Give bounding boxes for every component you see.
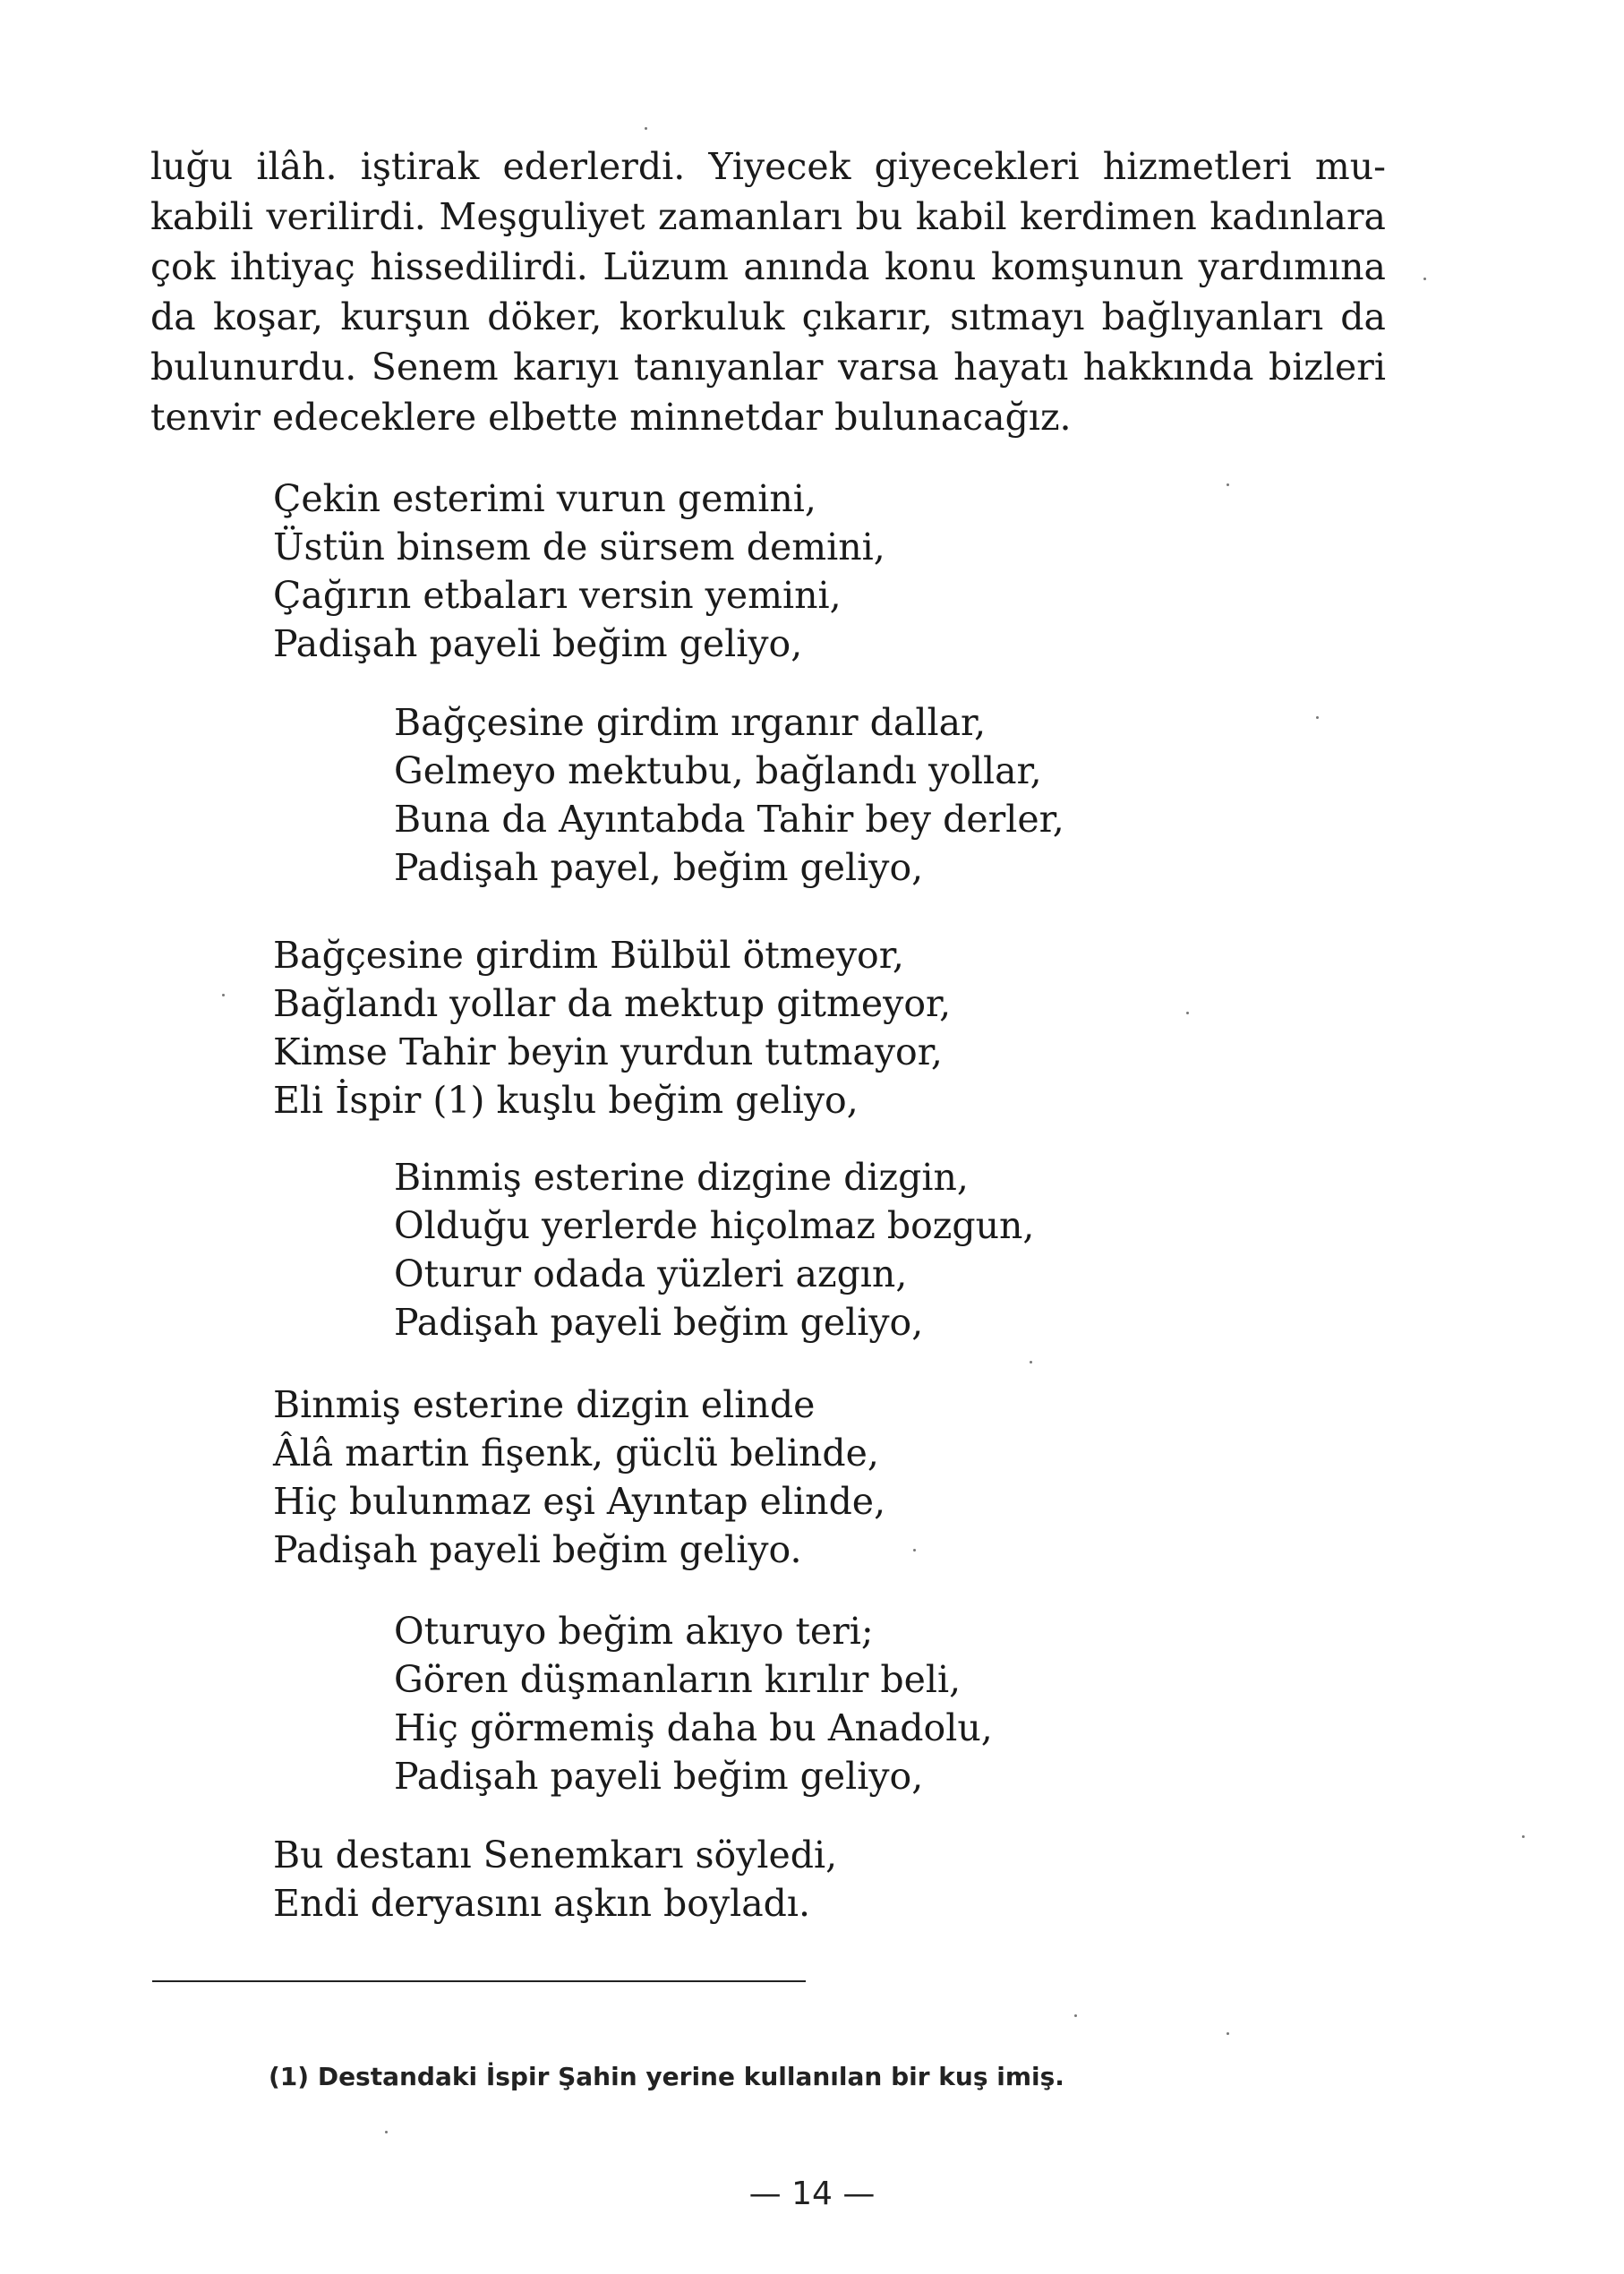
verse-line: Padişah payeli beğim geliyo. <box>273 1528 802 1571</box>
paragraph-line: kabili verilirdi. Meşguliyet zamanları bu kabil kerdimen kadınlara <box>150 195 1386 238</box>
verse-line: Gelmeyo mektubu, bağlandı yollar, <box>394 749 1042 792</box>
intro-paragraph <box>150 141 1386 442</box>
footnote-divider <box>152 1980 806 1982</box>
scan-speck <box>1423 278 1426 280</box>
paragraph-line: bulunurdu. Senem karıyı tanıyanlar varsa hayatı hakkında bizleri <box>150 346 1386 389</box>
verse-line: Üstün binsem de sürsem demini, <box>273 526 885 568</box>
scan-speck <box>1186 1012 1189 1014</box>
verse-line: Oturuyo beğim akıyo teri; <box>394 1610 874 1653</box>
verse-line: Olduğu yerlerde hiçolmaz bozgun, <box>394 1204 1035 1247</box>
verse-line: Bağlandı yollar da mektup gitmeyor, <box>273 982 952 1025</box>
verse-line: Gören düşmanların kırılır beli, <box>394 1658 962 1701</box>
verse-line: Padişah payeli beğim geliyo, <box>394 1301 924 1344</box>
scan-speck <box>385 2131 388 2133</box>
verse-line: Hiç bulunmaz eşi Ayıntap elinde, <box>273 1480 886 1523</box>
scan-speck <box>222 994 225 996</box>
verse-line: Buna da Ayıntabda Tahir bey derler, <box>394 798 1064 841</box>
verse-line: Padişah payeli beğim geliyo, <box>394 1755 924 1798</box>
scan-speck <box>1030 1361 1032 1364</box>
verse-line: Padişah payeli beğim geliyo, <box>273 622 803 665</box>
verse-line: Eli İspir (1) kuşlu beğim geliyo, <box>273 1079 859 1122</box>
verse-line: Binmiş esterine dizgine dizgin, <box>394 1156 969 1199</box>
verse-line: Çekin esterimi vurun gemini, <box>273 477 816 520</box>
verse-line: Oturur odada yüzleri azgın, <box>394 1252 908 1295</box>
verse-line: Endi deryasını aşkın boyladı. <box>273 1882 811 1925</box>
scan-speck <box>1316 716 1319 719</box>
scan-speck <box>1074 2014 1077 2017</box>
poem-stanza <box>273 474 885 668</box>
footnote: (1) Destandaki İspir Şahin yerine kullanılan bir kuş imiş. <box>269 2062 1064 2091</box>
poem-stanza <box>394 1607 993 1800</box>
paragraph-line: çok ihtiyaç hissedilirdi. Lüzum anında konu komşunun yardımına <box>150 245 1386 288</box>
poem-stanza <box>273 931 951 1124</box>
verse-line: Kimse Tahir beyin yurdun tutmayor, <box>273 1030 943 1073</box>
verse-line: Binmiş esterine dizgin elinde <box>273 1383 816 1426</box>
paragraph-line: da koşar, kurşun döker, korkuluk çıkarır, sıtmayı bağlıyanları da <box>150 295 1386 338</box>
scan-speck <box>1227 483 1229 486</box>
paragraph-line: tenvir edeceklere elbette minnetdar bulunacağız. <box>150 396 1072 439</box>
scan-speck <box>1522 1835 1525 1838</box>
verse-line: Bağçesine girdim ırganır dallar, <box>394 701 987 744</box>
paragraph-line: luğu ilâh. iştirak ederlerdi. Yiyecek giyecekleri hizmetleri mu- <box>150 145 1386 188</box>
scan-speck <box>913 1549 916 1552</box>
verse-line: Padişah payel, beğim geliyo, <box>394 846 924 889</box>
poem-stanza <box>394 1153 1034 1346</box>
verse-line: Bağçesine girdim Bülbül ötmeyor, <box>273 934 904 977</box>
verse-line: Hiç görmemiş daha bu Anadolu, <box>394 1706 993 1749</box>
poem-stanza <box>394 698 1064 892</box>
scan-speck <box>645 127 647 130</box>
verse-line: Âlâ martin fişenk, güclü belinde, <box>273 1432 879 1475</box>
poem-stanza <box>273 1831 837 1928</box>
verse-line: Bu destanı Senemkarı söyledi, <box>273 1834 838 1876</box>
scan-speck <box>1227 2032 1229 2035</box>
verse-line: Çağırın etbaları versin yemini, <box>273 574 842 617</box>
page-number: — 14 — <box>748 2176 876 2212</box>
poem-stanza <box>273 1381 885 1574</box>
